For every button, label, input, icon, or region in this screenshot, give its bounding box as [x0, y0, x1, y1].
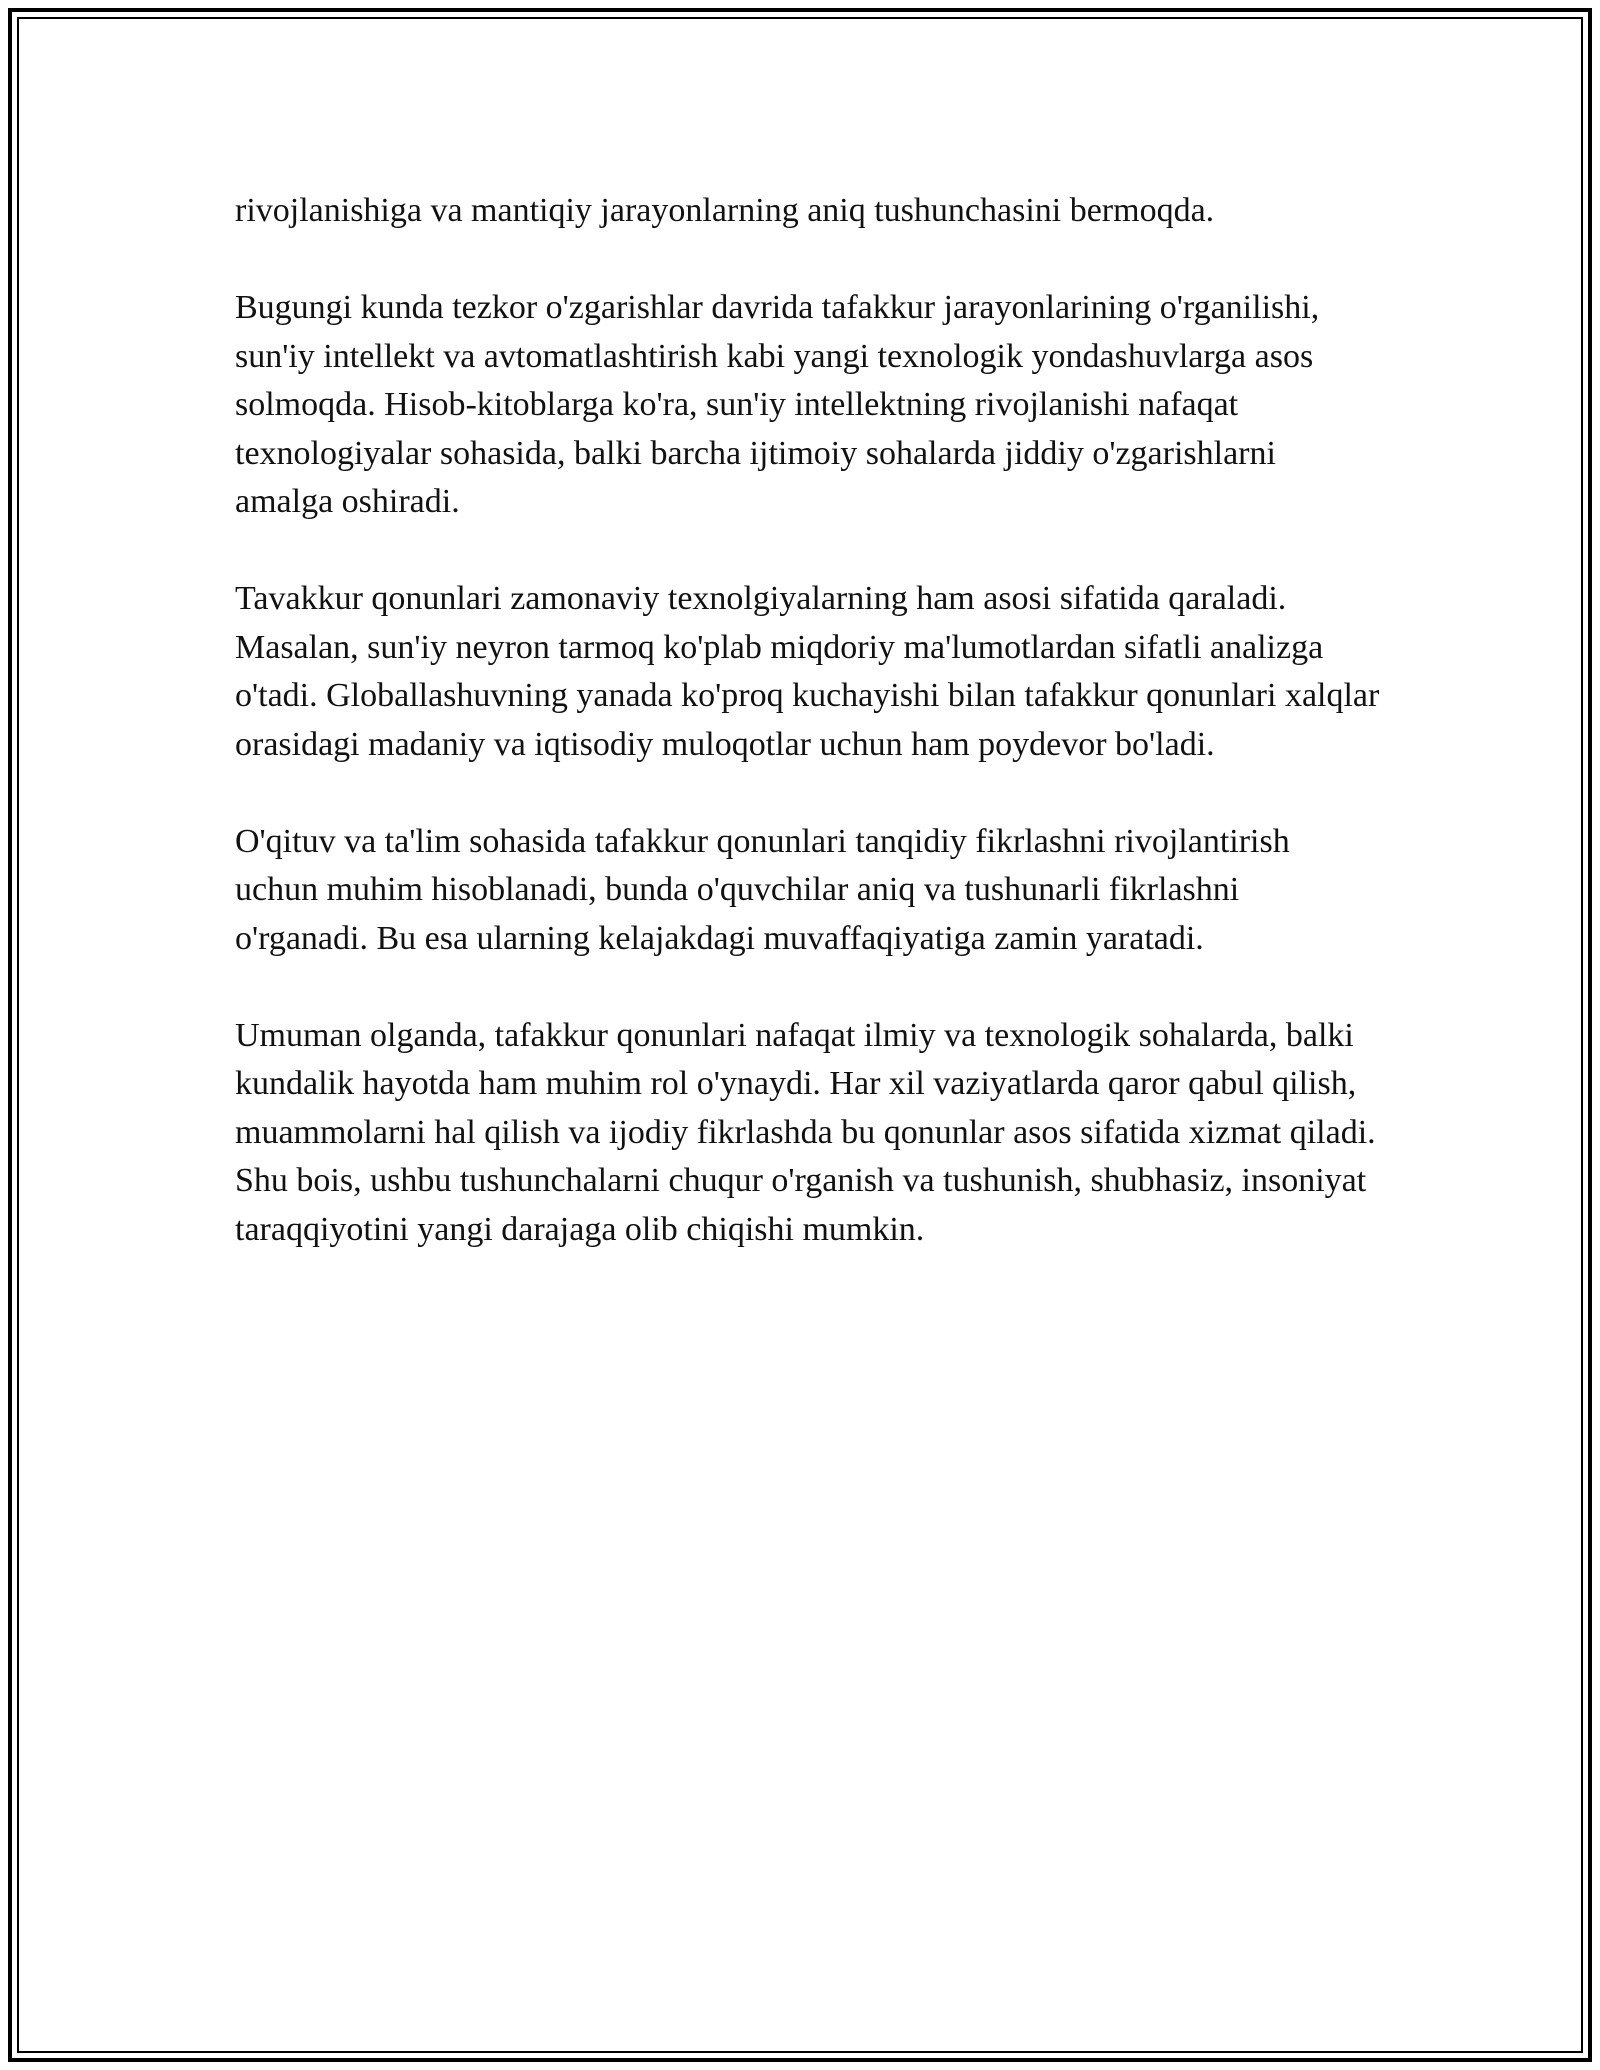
paragraph-4: O'qituv va ta'lim sohasida tafakkur qonunlari tanqidiy fikrlashni rivojlantirish uchun muhim hisoblanadi, bunda o'quvchilar aniq va tushunarli fikrlashni o'rganadi. Bu esa ularning kelajakdagi muvaffaqiyatiga zamin yaratadi. [235, 822, 1290, 957]
paragraph-5: Umuman olganda, tafakkur qonunlari nafaqat ilmiy va texnologik sohalarda, balki kundalik hayotda ham muhim rol o'ynaydi. Har xil vaziyatlarda qaror qabul qilish, muammolarni hal qilish va ijodiy fikrlashda bu qonunlar asos sifatida xizmat qiladi. Shu bois, ushbu tushunchalarni chuqur o'rganish va tushunish, shubhasiz, insoniyat taraqqiyotini yangi darajaga olib chiqishi mumkin. [235, 1016, 1376, 1248]
paragraph-3: Tavakkur qonunlari zamonaviy texnolgiyalarning ham asosi sifatida qaraladi. Masalan, sun'iy neyron tarmoq ko'plab miqdoriy ma'lumotlardan sifatli analizga o'tadi. Globallashuvning yanada ko'proq kuchayishi bilan tafakkur qonunlari xalqlar orasidagi madaniy va iqtisodiy muloqotlar uchun ham poydevor bo'ladi. [235, 580, 1380, 763]
document-body [235, 187, 1380, 1303]
paragraph-2: Bugungi kunda tezkor o'zgarishlar davrida tafakkur jarayonlarining o'rganilishi, sun'iy intellekt va avtomatlashtirish kabi yangi texnologik yondashuvlarga asos solmoqda. Hisob-kitoblarga ko'ra, sun'iy intellektning rivojlanishi nafaqat texnologiyalar sohasida, balki barcha ijtimoiy sohalarda jiddiy o'zgarishlarni amalga oshiradi. [235, 289, 1320, 520]
paragraph-1: rivojlanishiga va mantiqiy jarayonlarning aniq tushunchasini bermoqda. [235, 192, 1215, 229]
